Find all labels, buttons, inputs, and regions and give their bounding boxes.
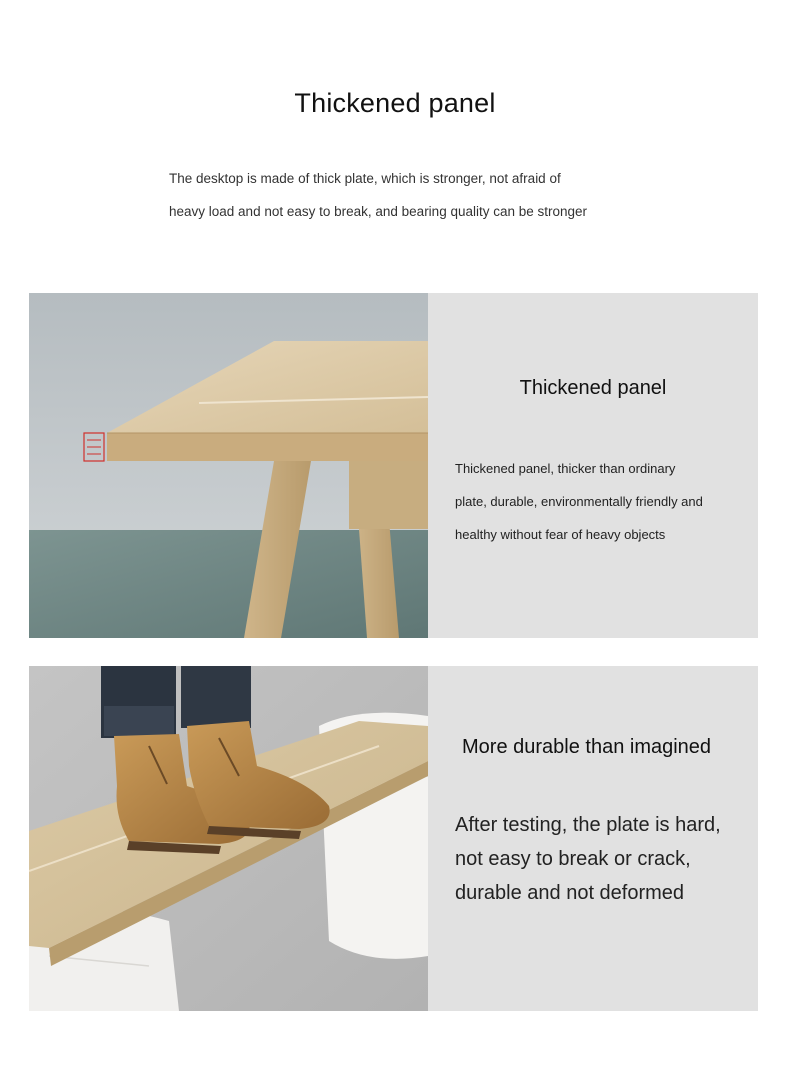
feature-durability	[29, 666, 758, 1011]
feature-thickened-panel	[29, 293, 758, 638]
feature-body	[455, 452, 745, 551]
feature-body-line: Thickened panel, thicker than ordinary	[455, 461, 676, 476]
description-line: heavy load and not easy to break, and bearing quality can be stronger	[169, 204, 588, 219]
table-corner-photo	[29, 293, 428, 638]
feature-body-line: not easy to break or crack,	[455, 848, 691, 870]
description-line: The desktop is made of thick plate, which is stronger, not afraid of	[169, 171, 561, 186]
feature-text-panel	[428, 293, 758, 638]
page-title: Thickened panel	[294, 88, 496, 118]
feature-body-line: After testing, the plate is hard,	[455, 814, 721, 836]
feature-body	[455, 808, 745, 910]
feature-title: More durable than imagined	[462, 736, 712, 758]
feature-title: Thickened panel	[519, 377, 667, 399]
feature-body-line: durable and not deformed	[455, 882, 685, 904]
feature-body-line: healthy without fear of heavy objects	[455, 527, 666, 542]
boots-on-board-photo	[29, 666, 428, 1011]
feature-body-line: plate, durable, environmentally friendly and	[455, 494, 703, 509]
feature-text-panel	[428, 666, 758, 1011]
page-description	[169, 162, 639, 228]
